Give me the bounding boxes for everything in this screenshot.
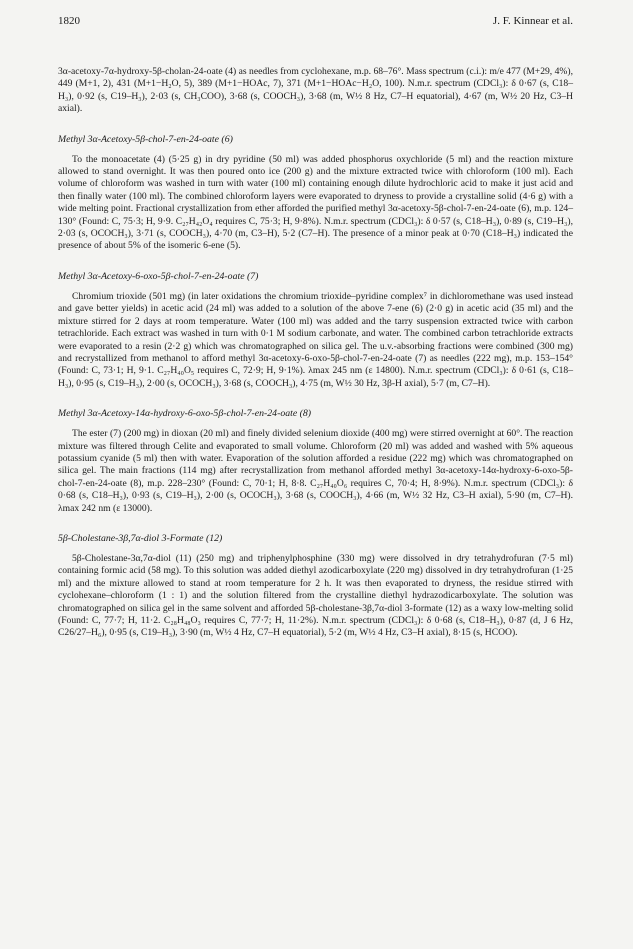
section-body: The ester (7) (200 mg) in dioxan (20 ml) and finely divided selenium dioxide (400 mg) were stirred overnight at 60°. The reaction mixture was filtered through Celite and evaporated to small volume. Chloroform (20 ml) was added and washed with 5% aqueous potassium cyanide (5 ml) then with water. Evaporation of the solution afforded a residue (222 mg) which was chromatographed on silica gel. The main fractions (114 mg) after recrystallization from methanol afforded methyl 3α-acetoxy-14α-hydroxy-6-oxo-5β-chol-7-en-24-oate (8), m.p. 228–230° (Found: C, 70·1; H, 8·8. C₂₇H₄₀O₆ requires C, 70·4; H, 8·9%). N.m.r. spectrum (CDCl₃): δ 0·68 (s, C18–H₃), 0·93 (s, C19–H₃), 2·00 (s, OCOCH₃), 3·68 (s, COOCH₃), 4·66 (m, W½ 32 Hz, C3–H axial), 5·90 (m, C7–H). λmax 242 nm (ε 13000). xyxy=(58,428,573,514)
page-number: 1820 xyxy=(58,15,80,27)
section-body: 5β-Cholestane-3α,7α-diol (11) (250 mg) and triphenylphosphine (330 mg) were dissolved in dry tetrahydrofuran (7·5 ml) containing formic acid (58 mg). To this solution was added diethyl azodicarboxylate (220 mg) dissolved in dry tetrahydrofuran (1·25 ml) and the mixture allowed to stand at room temperature for 2 h. It was then evaporated to dryness, the residue stirred with cyclohexane–chloroform (1 : 1) and the solution filtered from the crystalline diethyl hydrazodicarboxylate. The solution was chromatographed on silica gel in the same solvent and afforded 5β-cholestane-3β,7α-diol 3-formate (12) as a waxy low-melting solid (Found: C, 77·7; H, 11·2. C₂₈H₄₈O₃ requires C, 77·7; H, 11·2%). N.m.r. spectrum (CDCl₃): δ 0·68 (s, C18–H₃), 0·87 (d, J 6 Hz, C26/27–H₆), 0·95 (s, C19–H₃), 3·90 (m, W½ 4 Hz, C7–H equatorial), 5·2 (m, W½ 4 Hz, C3–H axial), 8·15 (s, HCOO). xyxy=(58,552,573,639)
section-body: Chromium trioxide (501 mg) (in later oxidations the chromium trioxide–pyridine complex⁷ in dichloromethane was used instead and gave better yields) in acetic acid (24 ml) was added to a solution of the above 7-ene (6) (2·0 g) in acetic acid (35 ml) and the mixture stirred for 2 days at room temperature. Water (100 ml) was added and the tarry suspension extracted twice with carbon tetrachloride. Each extract was washed in turn with 0·1 M sodium carbonate, and water. The combined carbon tetrachloride extracts were evaporated to a resin (2·2 g) which was chromatographed on silica gel. The u.v.-absorbing fractions were combined (300 mg) and recrystallized from methanol to afford methyl 3α-acetoxy-6-oxo-5β-chol-7-en-24-oate (7) as needles (222 mg), m.p. 153–154° (Found: C, 73·1; H, 9·1. C₂₇H₄₀O₅ requires C, 72·9; H, 9·1%). λmax 245 nm (ε 14800). N.m.r. spectrum (CDCl₃): δ 0·61 (s, C18–H₃), 0·95 (s, C19–H₃), 2·00 (s, OCOCH₃), 3·68 (s, COOCH₃), 4·75 (m, W½ 30 Hz, 3β-H axial), 5·7 (m, C7–H). xyxy=(58,290,573,389)
section-heading: Methyl 3α-Acetoxy-6-oxo-5β-chol-7-en-24-oate (7) xyxy=(58,270,259,282)
intro-paragraph: 3α-acetoxy-7α-hydroxy-5β-cholan-24-oate (4) as needles from cyclohexane, m.p. 68–76°. Mass spectrum (c.i.): m/e 477 (M+29, 4%), 449 (M+1, 2), 431 (M+1−H₂O, 5), 389 (M+1−HOAc, 7), 371 (M+1−HOAc−H₂O, 100). N.m.r. spectrum (CDCl₃): δ 0·67 (s, C18–H₃), 0·92 (s, C19–H₃), 2·03 (s, CH₃COO), 3·68 (s, COOCH₃), 3·68 (m, W½ 8 Hz, C7–H equatorial), 4·67 (m, W½ 20 Hz, C3–H axial). xyxy=(58,66,573,115)
section-compound-8 xyxy=(58,408,573,515)
running-authors: J. F. Kinnear et al. xyxy=(492,15,573,27)
section-heading: 5β-Cholestane-3β,7α-diol 3-Formate (12) xyxy=(58,532,223,544)
section-body: To the monoacetate (4) (5·25 g) in dry pyridine (50 ml) was added phosphorus oxychloride (5 ml) and the reaction mixture allowed to stand overnight. It was then poured onto ice (200 g) and the mixture extracted twice with chloroform (100 ml). Each volume of chloroform was washed in turn with water (100 ml) containing enough dilute hydrochloric acid to make it just acid and then finally water (100 ml). The combined chloroform layers were evaporated to dryness to provide a crystalline solid (4·6 g) with a wide melting point. Fractional crystallization from ether afforded the purified methyl 3α-acetoxy-5β-chol-7-en-24-oate (6), m.p. 124–130° (Found: C, 75·3; H, 9·9. C₂₇H₄₂O₄ requires C, 75·3; H, 9·8%). N.m.r. spectrum (CDCl₃): δ 0·57 (s, C18–H₃), 0·89 (s, C19–H₃), 2·03 (s, OCOCH₃), 3·71 (s, COOCH₃), 4·70 (m, C3–H), 5·2 (C7–H). The presence of a minor peak at 0·70 (C18–H₃) indicated the presence of about 5% of the isomeric 6-ene (5). xyxy=(58,153,573,252)
section-heading: Methyl 3α-Acetoxy-14α-hydroxy-6-oxo-5β-chol-7-en-24-oate (8) xyxy=(58,408,312,420)
section-heading: Methyl 3α-Acetoxy-5β-chol-7-en-24-oate (6) xyxy=(58,133,233,145)
page-header xyxy=(58,14,573,28)
section-compound-6 xyxy=(58,134,573,253)
section-compound-7 xyxy=(58,271,573,390)
section-compound-12 xyxy=(58,533,573,640)
